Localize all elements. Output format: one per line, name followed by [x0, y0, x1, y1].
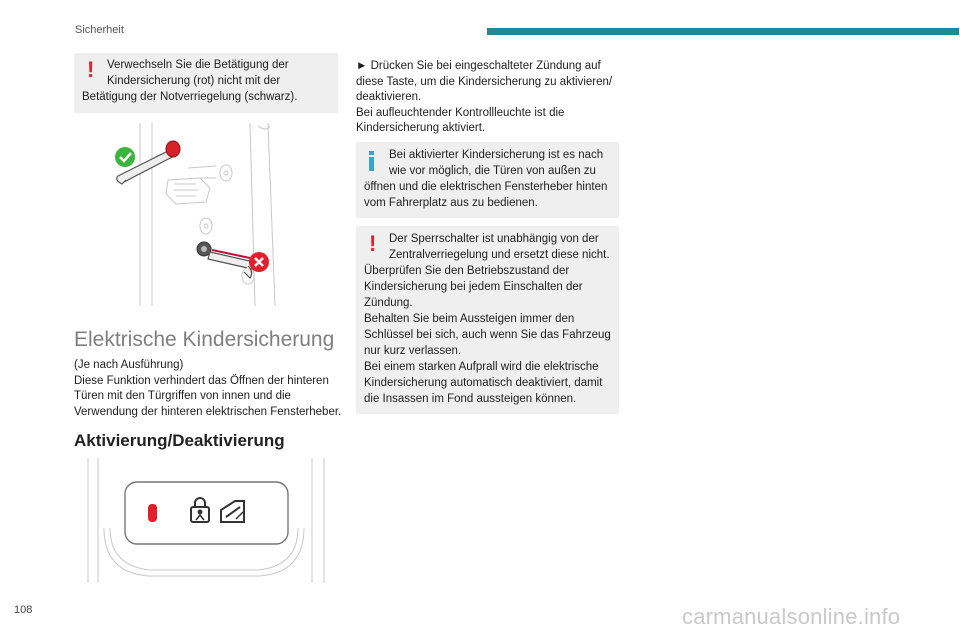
switch-panel-illustration	[80, 458, 330, 586]
info-line: öffnen und die elektrischen Fensterheber hinten	[364, 181, 608, 193]
warning-line: Überprüfen Sie den Betriebszustand der	[364, 265, 570, 277]
warning-line: Verwechseln Sie die Betätigung der	[107, 59, 289, 71]
intro-line: Türen mit den Türgriffen von innen und die	[74, 390, 291, 403]
warning-line: Betätigung der Notverriegelung (schwarz).	[82, 91, 298, 103]
info-box	[356, 142, 619, 218]
subsection-title: Aktivierung/Deaktivierung	[74, 431, 285, 450]
warning-box-lock-switch	[356, 226, 619, 414]
warning-line: Kindersicherung automatisch deaktiviert, damit	[364, 377, 603, 389]
warning-exclamation-icon: !	[87, 57, 95, 82]
warning-line: Kindersicherung (rot) nicht mit der	[107, 75, 281, 87]
page-number: 108	[14, 604, 33, 616]
check-icon	[114, 146, 136, 168]
step-line: diese Taste, um die Kindersicherung zu aktivieren/	[356, 75, 613, 88]
step-paragraph	[356, 59, 626, 137]
window-lock-icon	[218, 498, 248, 524]
info-line: vom Fahrerplatz aus zu bedienen.	[364, 197, 538, 209]
cross-icon	[248, 251, 270, 273]
warning-line: Zündung.	[364, 297, 413, 309]
intro-paragraph	[74, 358, 349, 420]
watermark: carmanualsonline.info	[682, 604, 901, 629]
warning-line: Zentralverriegelung und ersetzt diese nicht.	[389, 249, 610, 261]
warning-line: nur kurz verlassen.	[364, 345, 462, 357]
section-title: Elektrische Kindersicherung	[74, 328, 335, 351]
warning-line: Bei einem starken Aufprall wird die elektrische	[364, 361, 599, 373]
warning-exclamation-icon: !	[369, 231, 377, 256]
info-line: Bei aktivierter Kindersicherung ist es nach	[389, 149, 604, 161]
warning-box-lock-confusion	[74, 53, 338, 113]
warning-line: Der Sperrschalter ist unabhängig von der	[389, 233, 599, 245]
warning-line: Schlüssel bei sich, auch wenn Sie das Fahrzeug	[364, 329, 611, 341]
warning-line: Kindersicherung bei jedem Einschalten der	[364, 281, 583, 293]
warning-line: die Insassen im Fond aussteigen können.	[364, 393, 577, 405]
intro-line: Verwendung der hinteren elektrischen Fensterheber.	[74, 405, 342, 418]
header-title: Sicherheit	[75, 24, 124, 36]
step-line: deaktivieren.	[356, 91, 422, 104]
info-icon	[369, 151, 374, 171]
child-lock-icon	[188, 496, 212, 524]
intro-line: Diese Funktion verhindert das Öffnen der hinteren	[74, 374, 329, 387]
red-lock-knob	[166, 141, 180, 157]
warning-line: Behalten Sie beim Aussteigen immer den	[364, 313, 575, 325]
header-accent-bar	[487, 28, 959, 35]
intro-line: (Je nach Ausführung)	[74, 359, 184, 371]
step-line: Kindersicherung aktiviert.	[356, 122, 486, 135]
step-line: Bei aufleuchtender Kontrollleuchte ist die	[356, 106, 565, 119]
door-lock-illustration	[100, 118, 300, 308]
step-line: ► Drücken Sie bei eingeschalteter Zündung auf	[356, 60, 601, 72]
info-line: wie vor möglich, die Türen von außen zu	[389, 165, 596, 177]
